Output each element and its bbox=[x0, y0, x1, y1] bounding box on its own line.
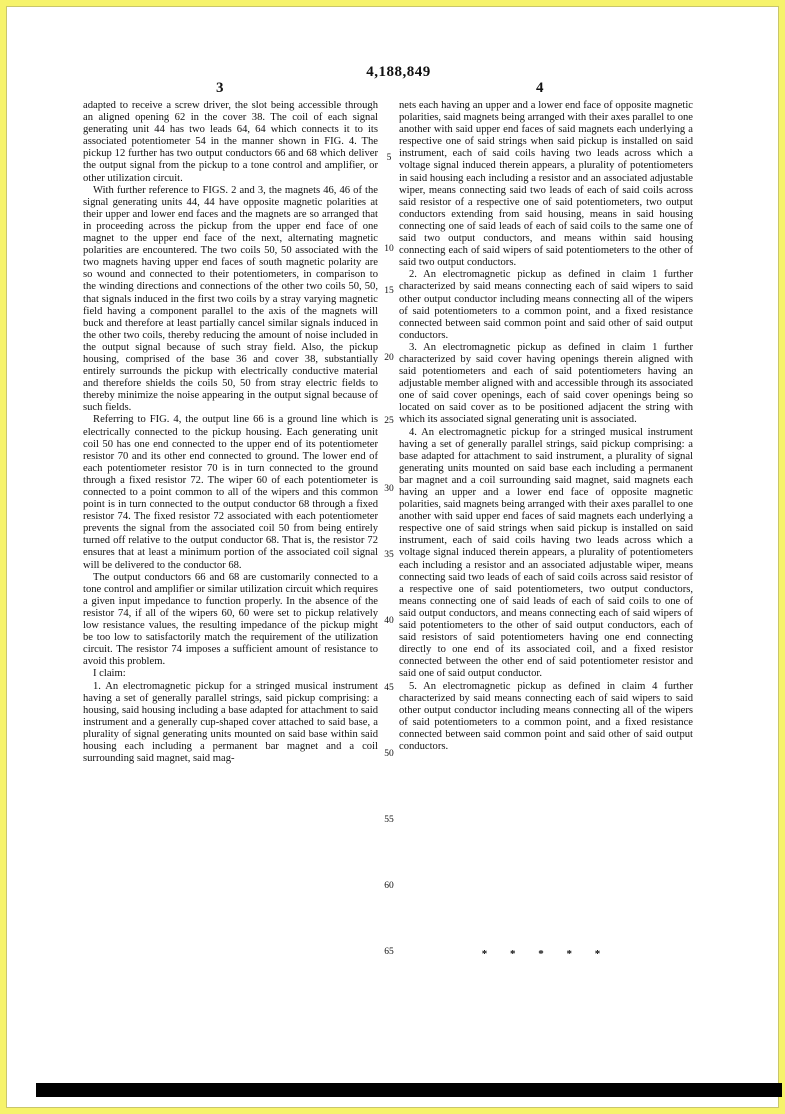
line-number: 15 bbox=[384, 286, 394, 296]
line-number: 5 bbox=[386, 153, 392, 163]
paragraph: Referring to FIG. 4, the output line 66 is a ground line which is electrically connected to the pickup housing. Each generating unit coil 50 has one end connected to the upper end of its potentiometer resistor 70 and its other end connected to ground. The lower end of each potentiometer resistor 70 is in turn connected to the ground through a fixed resistor 72. The wiper 60 of each potentiometer is connected to a point common to all of the wipers and this common point is in turn connected to the output conductor 68 through a fixed resistor 74. The fixed resistor 72 associated with each potentiometer prevents the signal from the associated coil 50 from being entirely turned off relative to the output conductor 68. That is, the resistor 72 ensures that at least a minimum portion of the associated coil signal will be delivered to the conductor 68. bbox=[83, 414, 378, 571]
line-number: 45 bbox=[384, 683, 394, 693]
claim-1-continued: nets each having an upper and a lower end face of opposite magnetic polarities, said magnets being arranged with their axes parallel to one another with said upper end faces of said magnets each underlying a respective one of said strings when said pickup is installed on said instrument, each of said coils having two leads across which a voltage signal induced therein appears, a plurality of potentiometers in said housing each including a resistor and an associated adjustable wiper, means connecting said two leads of each of said coils across said resistor of a respective one of said potentiometers, two output conductors extending from said housing, means in said housing connecting one of said leads of each of said coils to the same one of said two output conductors, and means within said housing connecting each of said wipers of said potentiometers to the other of said two output conductors. bbox=[399, 100, 693, 269]
paragraph: adapted to receive a screw driver, the slot being accessible through an aligned opening 62 in the cover 38. The coil of each signal generating unit 44 has two leads 64, 64 which connects it to its associated potentiometer 54 in the manner shown in FIG. 4. The pickup 12 further has two output conductors 66 and 68 which deliver the output signal from the pickup to a tone control and amplifier, or other utilization circuit. bbox=[83, 100, 378, 184]
line-number: 55 bbox=[384, 815, 394, 825]
line-number: 10 bbox=[384, 244, 394, 254]
patent-number: 4,188,849 bbox=[366, 64, 431, 80]
paragraph: With further reference to FIGS. 2 and 3, the magnets 46, 46 of the signal generating units 44, 44 have opposite magnetic polarities at their upper and lower end faces and the magnets are so arranged that in proceeding across the pickup from the upper end face of one magnet to the upper end face of the next, alternating magnetic polarities are encountered. The two coils 50, 50 associated with the two magnets having upper end faces of south magnetic polarity are so wound and connected to their potentiometers, in comparison to the winding directions and connections of the other two coils 50, 50, that signals induced in the first two coils by a stray varying magnetic field having a component parallel to the axis of the magnets will buck and therefore at least partially cancel similar signals induced in the other two coils, thereby reducing the amount of noise included in the output signal because of such stray field. Also, the pickup housing, comprised of the base 36 and cover 38, substantially entirely surrounds the pickup with electrically conductive material and therefore shields the coils 50, 50 from stray electric fields to thereby minimize the noise appearing in the output signal because of such fields. bbox=[83, 184, 378, 414]
scan-border-bar bbox=[36, 1083, 782, 1097]
line-number: 40 bbox=[384, 616, 394, 626]
left-column-number: 3 bbox=[216, 80, 224, 96]
claim-5: 5. An electromagnetic pickup as defined in claim 4 further characterized by said means connecting each of said wipers to said other output conductor including means connecting all of the wipers of said potentiometers to a common point, and a fixed resistance connected between said common point and said other of said output conductors. bbox=[399, 680, 693, 752]
claim-3: 3. An electromagnetic pickup as defined in claim 1 further characterized by said cover having openings therein aligned with said potentiometers and each of said potentiometers having an adjustable member aligned with and accessible through its associated one of said cover openings, each of said cover openings being so located on said cover as to be positioned adjacent the string with which its associated signal generating unit is associated. bbox=[399, 341, 693, 426]
claim-2: 2. An electromagnetic pickup as defined in claim 1 further characterized by said means connecting each of said wipers to said other output conductor including means connecting all of the wipers of said potentiometers to a common point, and a fixed resistance connected between said common point and said other of said output conductors. bbox=[399, 269, 693, 341]
claim-1: 1. An electromagnetic pickup for a stringed musical instrument having a set of generally parallel strings, said pickup comprising: a housing, said housing including a base adapted for attachment to said instrument and a generally cup-shaped cover attached to said base, a plurality of signal generating units mounted on said base within said housing each including a permanent bar magnet and a coil surrounding said magnet, said mag- bbox=[83, 680, 378, 765]
claims-intro: I claim: bbox=[93, 668, 126, 680]
line-number: 50 bbox=[384, 749, 394, 759]
end-marks: * * * * * bbox=[481, 948, 611, 960]
line-number: 30 bbox=[384, 484, 394, 494]
line-number: 20 bbox=[384, 353, 394, 363]
right-text-column bbox=[399, 100, 693, 970]
line-number: 25 bbox=[384, 416, 394, 426]
right-column-number: 4 bbox=[536, 80, 544, 96]
line-number: 60 bbox=[384, 881, 394, 891]
line-number: 65 bbox=[384, 947, 394, 957]
paragraph: The output conductors 66 and 68 are customarily connected to a tone control and amplifier or similar utilization circuit which requires a given input impedance to function properly. In the absence of the resistor 74, if all of the wipers 60, 60 were set to pickup relatively low resistance values, the resulting impedance of the pickup might be too low to satisfactorily match the requirement of the utilization circuit. The resistor 74 imposes a sufficient amount of resistance to avoid this problem. bbox=[83, 571, 378, 668]
left-text-column bbox=[83, 100, 378, 970]
claim-4: 4. An electromagnetic pickup for a stringed musical instrument having a set of generally parallel strings, said pickup comprising: a base adapted for attachment to said instrument, a plurality of signal generating units mounted on said base each including a permanent bar magnet and a coil surrounding said magnet, said magnets each having an upper and a lower end face of opposite magnetic polarities, said magnets being arranged with their axes parallel to one another with said upper end faces of said magnets each underlying a respective one of said strings when said pickup is installed on said instrument, each of said coils having two leads across which a voltage signal induced therein appears, a plurality of potentiometers each including a resistor and an associated adjustable wiper, means connecting said two leads of each of said coils across said resistor of a respective one of said potentiometers, two output conductors, means connecting one of said leads of each of said coils to one of said output conductors, and means connecting each of said wipers of said potentiometers to the other of said output conductors, each of said resistors of said potentiometers having one end connecting directly to one end of its associated coil, and a fixed resistor connected between the other end of said potentiometer resistor and said one of said output conductor. bbox=[399, 426, 693, 680]
line-number: 35 bbox=[384, 550, 394, 560]
